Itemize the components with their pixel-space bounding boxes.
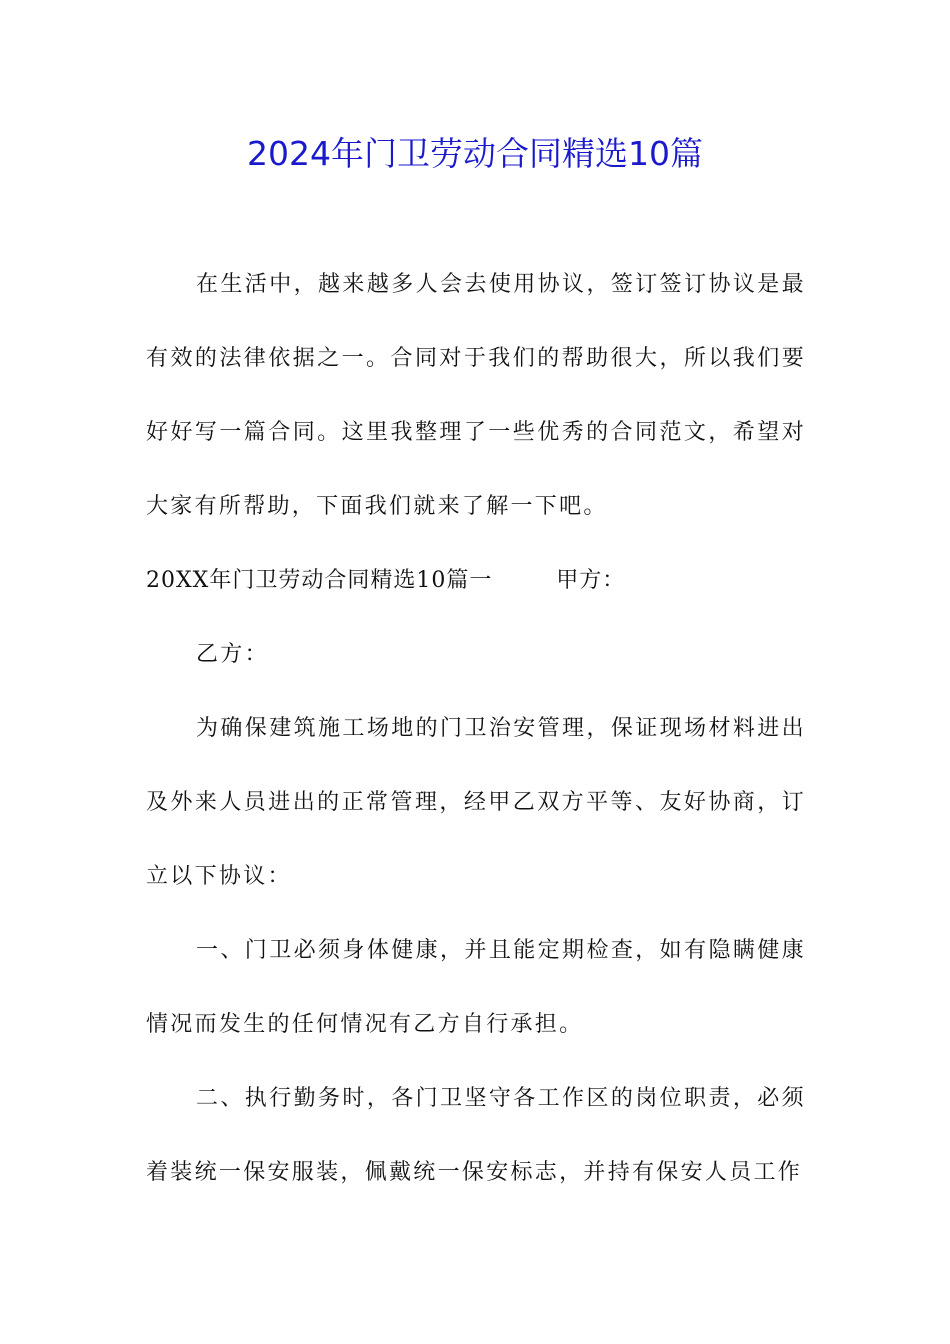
- purpose-paragraph: 为确保建筑施工场地的门卫治安管理，保证现场材料进出及外来人员进出的正常管理，经甲乙双方平等、友好协商，订立以下协议：: [146, 716, 806, 889]
- party-a-label: 甲方：: [556, 568, 626, 593]
- clause-2-paragraph: 二、执行勤务时，各门卫坚守各工作区的岗位职责，必须着装统一保安服装，佩戴统一保安标志，并持有保安人员工作: [146, 1086, 806, 1185]
- clause-1-paragraph: 一、门卫必须身体健康，并且能定期检查，如有隐瞒健康情况而发生的任何情况有乙方自行承担。: [146, 938, 806, 1037]
- document-title: 2024年门卫劳动合同精选10篇: [247, 134, 703, 173]
- document-body: [146, 248, 806, 1210]
- intro-paragraph: 在生活中，越来越多人会去使用协议，签订签订协议是最有效的法律依据之一。合同对于我们的帮助很大，所以我们要好好写一篇合同。这里我整理了一些优秀的合同范文，希望对大家有所帮助，下面我们就来了解一下吧。: [146, 272, 806, 519]
- party-b-label: 乙方：: [196, 642, 269, 667]
- section-heading-line: [146, 544, 806, 618]
- heading-gap: [492, 568, 556, 593]
- section-heading: 20XX年门卫劳动合同精选10篇一: [146, 568, 493, 593]
